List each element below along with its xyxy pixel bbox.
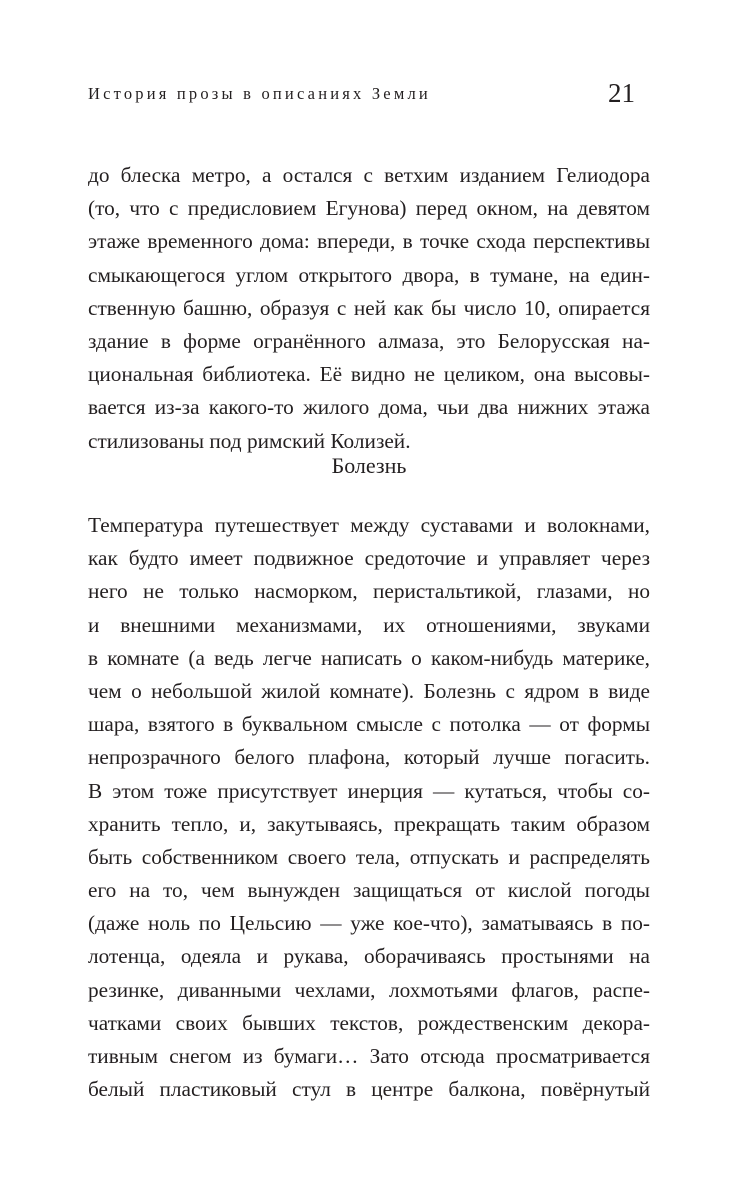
text-line: (даже ноль по Цельсию — уже кое-что), заматываясь в по- (88, 911, 650, 936)
text-line: него не только насморком, перистальтикой, глазами, но (88, 579, 650, 604)
running-head-title: История прозы в описаниях Земли (88, 84, 431, 103)
paragraph-2 (88, 509, 650, 1106)
text-line: вается из-за какого-то жилого дома, чьи два нижних этажа (88, 395, 650, 420)
text-line: чем о небольшой жилой комнате). Болезнь с ядром в виде (88, 678, 650, 703)
section-heading: Болезнь (331, 453, 407, 478)
text-line: здание в форме огранённого алмаза, это Белорусская на- (88, 328, 650, 353)
page-number: 21 (608, 78, 635, 108)
text-line: (то, что с предисловием Егунова) перед окном, на девятом (88, 196, 650, 221)
text-line: тивным снегом из бумаги… Зато отсюда просматривается (88, 1044, 650, 1068)
text-line: лотенца, одеяла и рукава, оборачиваясь простынями на (88, 944, 650, 969)
text-line: циональная библиотека. Её видно не целиком, она высовы- (88, 362, 650, 387)
paragraph-1 (88, 159, 650, 458)
text-line: белый пластиковый стул в центре балкона, повёрнутый (88, 1077, 650, 1102)
text-line: и внешними механизмами, их отношениями, звуками (88, 612, 650, 637)
text-line: смыкающегося углом открытого двора, в тумане, на един- (88, 262, 650, 287)
text-line: Температура путешествует между суставами и волокнами, (88, 513, 650, 537)
text-line: быть собственником своего тела, отпускать и распределять (88, 844, 650, 869)
text-line: в комнате (а ведь легче написать о каком-нибудь материке, (88, 645, 650, 670)
text-line: стилизованы под римский Колизей. (88, 428, 411, 453)
text-line: В этом тоже присутствует инерция — кутаться, чтобы со- (88, 778, 650, 803)
text-line: до блеска метро, а остался с ветхим изданием Гелиодора (88, 163, 650, 187)
text-line: ственную башню, образуя с ней как бы число 10, опирается (88, 295, 650, 320)
text-line: как будто имеет подвижное средоточие и управляет через (88, 546, 650, 571)
text-line: непрозрачного белого плафона, который лучше погасить. (88, 745, 650, 770)
text-line: шара, взятого в буквальном смысле с потолка — от формы (88, 712, 650, 737)
text-line: его на то, чем вынужден защищаться от кислой погоды (88, 878, 650, 903)
text-line: чатками своих бывших текстов, рождественским декора- (88, 1010, 650, 1035)
text-line: этаже временного дома: впереди, в точке схода перспективы (88, 229, 650, 254)
text-line: хранить тепло, и, закутываясь, прекращать таким образом (88, 811, 650, 836)
text-line: резинке, диванными чехлами, лохмотьями флагов, распе- (88, 977, 650, 1002)
